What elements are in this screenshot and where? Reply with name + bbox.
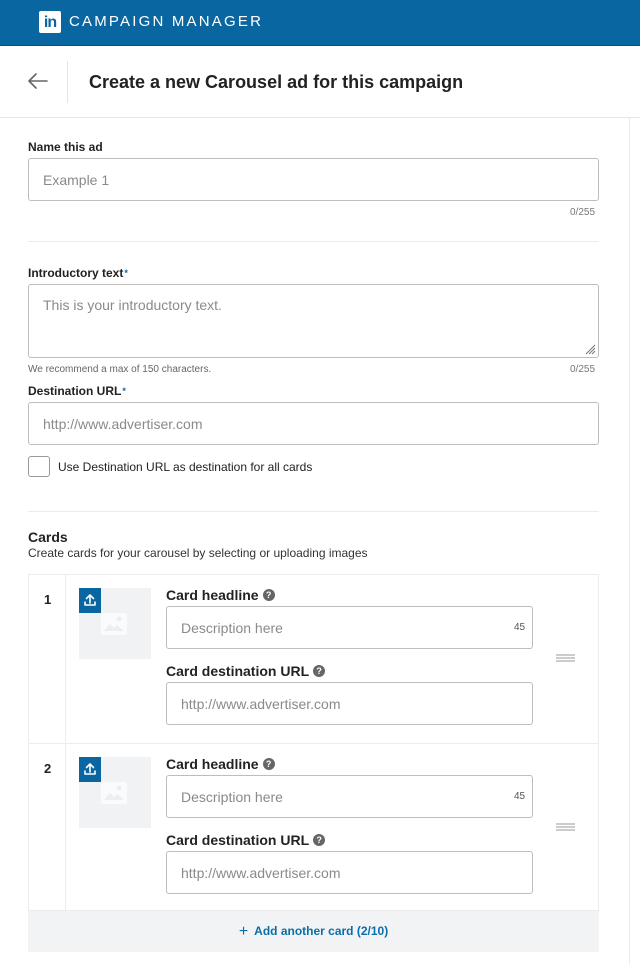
cards-section-title: Cards [28,529,68,545]
required-mark: * [122,386,126,396]
cards-list [28,574,599,911]
card-url-label [166,663,325,679]
card-headline-label [166,587,275,603]
drag-handle-icon[interactable] [556,654,575,664]
intro-text-hint: We recommend a max of 150 characters. [28,364,212,375]
section-divider [28,511,599,512]
app-header [0,0,640,46]
card-number: 2 [44,761,52,776]
drag-handle-icon[interactable] [556,823,575,833]
image-icon [101,613,127,635]
required-mark: * [124,268,128,278]
plus-icon: + [238,923,249,940]
card-headline-label-text: Card headline [166,587,259,603]
card-url-input[interactable] [166,851,533,894]
arrow-left-icon [26,69,50,93]
help-icon[interactable]: ? [313,665,325,677]
title-divider [67,61,68,103]
upload-image-button[interactable] [79,757,101,782]
destination-url-input[interactable] [28,402,599,445]
destination-url-label-text: Destination URL [28,384,122,398]
right-rail-divider [629,118,630,965]
cards-section-subtitle: Create cards for your carousel by selecting or uploading images [28,546,368,560]
card-headline-label [166,756,275,772]
intro-text-counter: 0/255 [570,364,596,375]
use-for-all-cards-label[interactable]: Use Destination URL as destination for all cards [58,460,313,474]
intro-text-label-text: Introductory text [28,266,124,280]
upload-icon [79,757,101,782]
page-title: Create a new Carousel ad for this campaign [89,72,464,92]
add-card-button[interactable] [28,911,599,952]
card-number: 1 [44,592,52,607]
card-headline-counter: 45 [514,622,526,633]
help-icon[interactable]: ? [263,589,275,601]
section-divider [28,241,599,242]
use-for-all-cards-checkbox[interactable] [28,456,50,477]
ad-name-input[interactable] [28,158,599,201]
image-icon [101,782,127,804]
card-number-column [29,575,66,743]
add-card-label: Add another card (2/10) [254,924,389,938]
card-headline-input[interactable] [166,775,533,818]
page-titlebar [0,47,640,118]
intro-text-label [28,266,128,281]
ad-name-label: Name this ad [28,140,103,154]
card-item [29,575,598,743]
app-name: CAMPAIGN MANAGER [69,13,264,30]
card-url-label-text: Card destination URL [166,832,310,848]
card-image-placeholder[interactable] [79,757,151,828]
card-headline-input[interactable] [166,606,533,649]
card-headline-label-text: Card headline [166,756,259,772]
card-url-label [166,832,325,848]
ad-name-counter: 0/255 [570,207,596,218]
linkedin-logo-icon: in [39,11,61,33]
card-image-placeholder[interactable] [79,588,151,659]
card-url-label-text: Card destination URL [166,663,310,679]
back-button[interactable] [26,69,50,93]
card-headline-counter: 45 [514,791,526,802]
help-icon[interactable]: ? [313,834,325,846]
card-number-column [29,744,66,911]
card-url-input[interactable] [166,682,533,725]
help-icon[interactable]: ? [263,758,275,770]
upload-image-button[interactable] [79,588,101,613]
destination-url-label [28,384,126,399]
card-item [29,743,598,911]
intro-text-textarea[interactable] [28,284,599,358]
upload-icon [79,588,101,613]
